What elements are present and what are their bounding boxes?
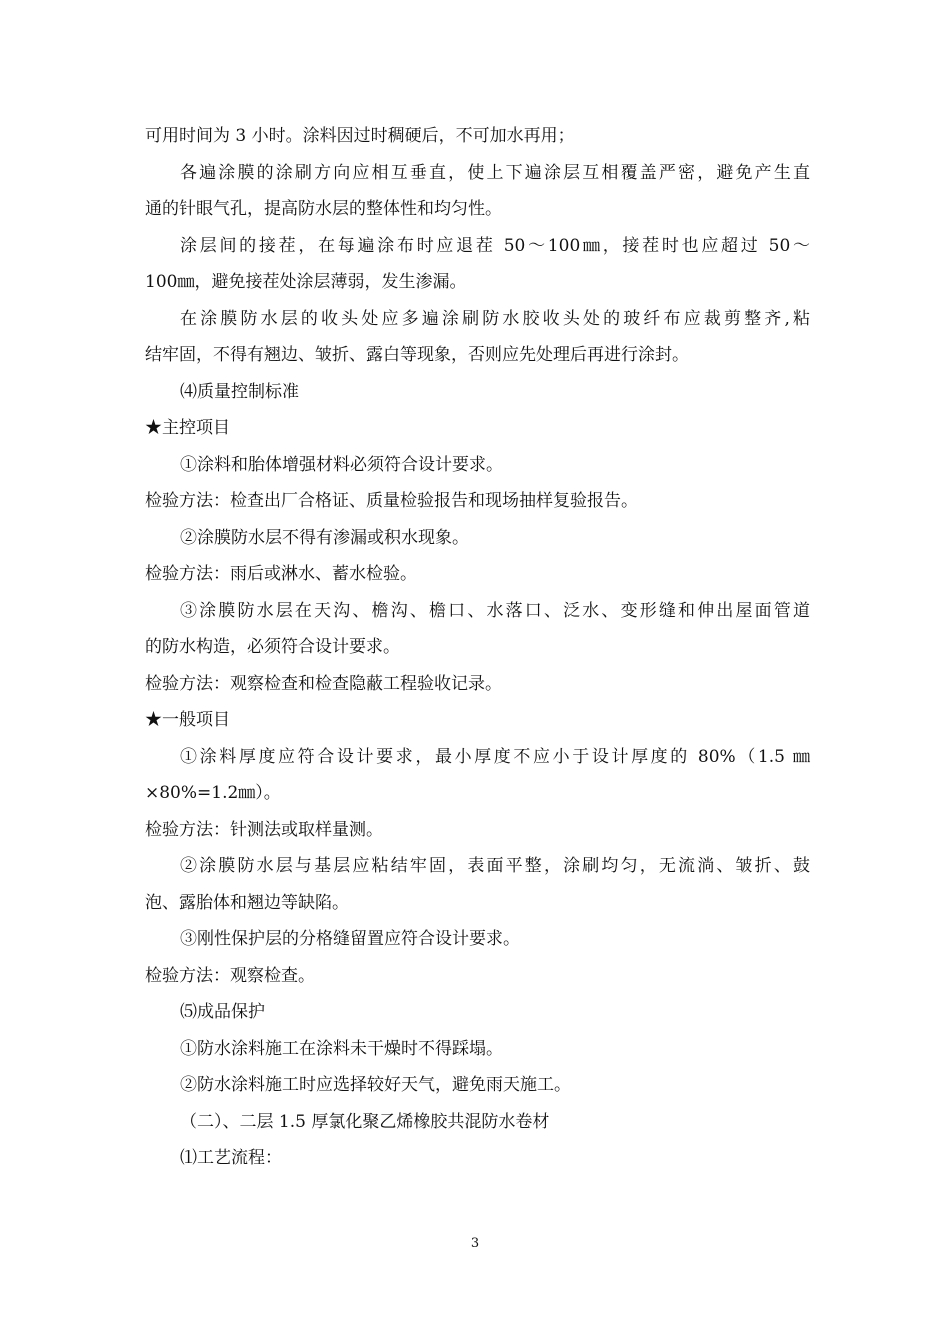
list-item: ②涂膜防水层与基层应粘结牢固，表面平整，涂刷均匀，无流淌、皱折、鼓 xyxy=(180,856,810,876)
inspection-method: 检验方法：观察检查和检查隐蔽工程验收记录。 xyxy=(145,673,502,694)
subsection-heading: ★一般项目 xyxy=(145,710,230,730)
paragraph-line: 通的针眼气孔，提高防水层的整体性和均匀性。 xyxy=(145,199,502,219)
section-heading: ⑴工艺流程： xyxy=(180,1148,282,1168)
inspection-method: 检验方法：针测法或取样量测。 xyxy=(145,819,383,840)
list-item: ②防水涂料施工时应选择较好天气，避免雨天施工。 xyxy=(180,1075,571,1095)
list-item: ①涂料厚度应符合设计要求，最小厚度不应小于设计厚度的 80%（1.5 ㎜ xyxy=(180,746,810,767)
list-item: ②涂膜防水层不得有渗漏或积水现象。 xyxy=(180,527,469,548)
document-body xyxy=(145,118,810,1177)
inspection-method: 检验方法：观察检查。 xyxy=(145,965,315,986)
page-number: 3 xyxy=(470,1236,480,1251)
paragraph-line: 100㎜，避免接茬处涂层薄弱，发生渗漏。 xyxy=(145,272,467,292)
inspection-method: 检验方法：雨后或淋水、蓄水检验。 xyxy=(145,564,417,584)
paragraph-line: 结牢固，不得有翘边、皱折、露白等现象，否则应先处理后再进行涂封。 xyxy=(145,345,689,365)
paragraph-line: 可用时间为 3 小时。涂料因过时稠硬后，不可加水再用； xyxy=(145,126,575,146)
paragraph-line: 在涂膜防水层的收头处应多遍涂刷防水胶收头处的玻纤布应裁剪整齐,粘 xyxy=(180,308,810,329)
list-item: ①涂料和胎体增强材料必须符合设计要求。 xyxy=(180,454,503,475)
subsection-heading: ★主控项目 xyxy=(145,418,230,438)
section-heading: ⑸成品保护 xyxy=(180,1002,265,1022)
list-item: ③刚性保护层的分格缝留置应符合设计要求。 xyxy=(180,929,520,949)
paragraph-line: 的防水构造，必须符合设计要求。 xyxy=(145,637,400,657)
list-item: ①防水涂料施工在涂料未干燥时不得踩塌。 xyxy=(180,1038,503,1059)
section-heading: （二）、二层 1.5 厚氯化聚乙烯橡胶共混防水卷材 xyxy=(180,1111,550,1132)
paragraph-line: 泡、露胎体和翘边等缺陷。 xyxy=(145,892,349,913)
list-item: ③涂膜防水层在天沟、檐沟、檐口、水落口、泛水、变形缝和伸出屋面管道 xyxy=(180,600,810,621)
paragraph-line: ×80%=1.2㎜）。 xyxy=(145,783,281,803)
inspection-method: 检验方法：检查出厂合格证、质量检验报告和现场抽样复验报告。 xyxy=(145,491,638,511)
paragraph-line: 各遍涂膜的涂刷方向应相互垂直，使上下遍涂层互相覆盖严密，避免产生直 xyxy=(180,162,810,183)
section-heading: ⑷质量控制标准 xyxy=(180,381,299,402)
paragraph-line: 涂层间的接茬，在每遍涂布时应退茬 50～100㎜，接茬时也应超过 50～ xyxy=(180,235,810,256)
